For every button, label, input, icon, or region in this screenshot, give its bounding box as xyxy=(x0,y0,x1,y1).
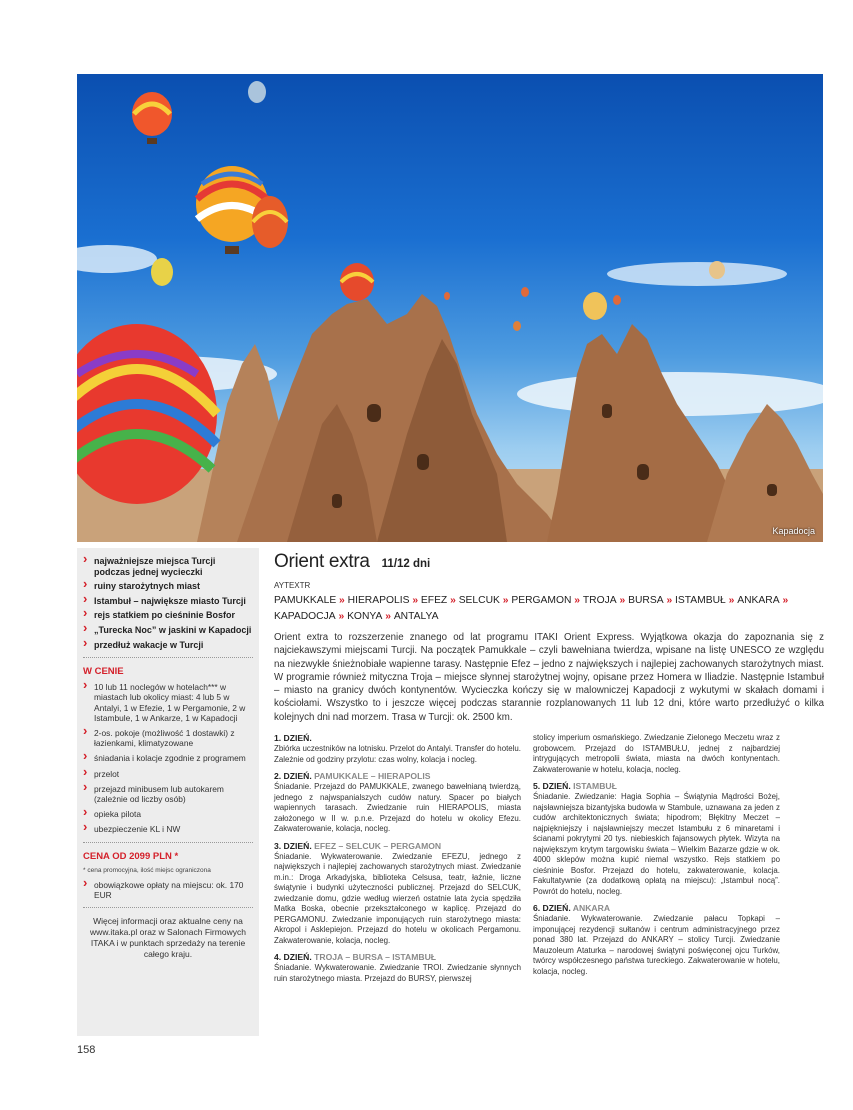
route-stop: ANTALYA xyxy=(393,610,439,622)
route-list xyxy=(274,593,824,624)
day-places: PAMUKKALE – HIERAPOLIS xyxy=(311,771,431,782)
page-title: Orient extra xyxy=(274,551,370,572)
route-separator: » xyxy=(335,610,348,622)
day-label: 6. DZIEŃ. xyxy=(533,903,571,914)
route-stop: PAMUKKALE xyxy=(274,595,337,606)
divider xyxy=(83,842,253,843)
itinerary-day xyxy=(274,841,521,947)
day-text: Śniadanie. Przejazd do PAMUKKALE, zwanego bawełnianą twierdzą, jednego z najwspanialszych cudów natury. Spacer po białych wapiennych tarasach. Zwiedzanie ruin HIERAPOLIS, miasta założonego w II w. p.n.e. Przejazd do hotelu w okolicy Efezu. Zakwaterowanie, kolacja, nocleg. xyxy=(274,782,521,834)
itinerary-column-left xyxy=(274,733,521,990)
route-stop: ANKARA xyxy=(737,595,780,606)
day-title xyxy=(533,781,780,792)
day-text: Śniadanie. Zwiedzanie: Hagia Sophia – Świątynia Mądrości Bożej, najsławniejsza bizantyjska budowla w Stambule, uznawana za jeden z cudów architektonicznych świata; hipodrom; Błękitny Meczet – najpiękniejszy i najsławniejszy meczet Istambułu z 6 minaretami i ścianami pokrytymi 20 tys. niebieskich fajansowych płytek. Wizyta na największym krytym targowisku świata – Wielkim Bazarze gdzie w ok. 4000 sklepów można kupić niemal wszystko. Rejs statkiem po cieśninie Bosfor. Przejazd do hotelu, zakwaterowanie, kolacja. Fakultatywnie (za dodatkową opłatą na miejscu): „Istambuł nocą”. Powrót do hotelu, nocleg. xyxy=(533,792,780,896)
day-text: Śniadanie. Wykwaterowanie. Zwiedzanie TROI. Zwiedzanie słynnych ruin starożytnego miasta. Przejazd do BURSY, pierwszej xyxy=(274,963,521,983)
price-includes-title: W CENIE xyxy=(83,666,124,678)
day-label: 1. DZIEŃ. xyxy=(274,733,312,744)
day-text: stolicy imperium osmańskiego. Zwiedzanie Zielonego Meczetu wraz z grobowcem. Przejazd do ISTAMBUŁU, jednej z najbardziej intrygujących metropolii świata, miasta na dwóch kontynentach. Zakwaterowanie w hotelu, kolacja, nocleg. xyxy=(533,733,780,774)
day-title xyxy=(274,841,521,852)
intro-paragraph: Orient extra to rozszerzenie znanego od lat programu ITAKI Orient Express. Wyjątkowa okazja do zapoznania się z najciekawszymi miejscami Turcji. Na początek Pamukkale – czyli bawełniana twierdza, wpisane na listę UNESCO ze względu na niezwykłe śnieżnobiałe wapienne tarasy. Następnie Efez – jedno z największych i najlepiej zachowanych starożytnych miast. W programie również mityczna Troja – miejsce słynnej starożytnej wojny, opisane przez Homera w Iliadzie. Następnie Istambuł – miasto na granicy dwóch kontynentów. Wycieczka kończy się w malowniczej Kapadocji z wykutymi w skałach domami i kościołami. Wszystko to i jeszcze więcej podczas starannie rozplanowanych 11 lub 12 dni, które warto przedłużyć o kilka kolejnych dni nad morzem. Trasa w Turcji: ok. 2500 km. xyxy=(274,632,824,723)
list-item: › ruiny starożytnych miast xyxy=(83,581,253,592)
tour-description xyxy=(274,551,824,990)
list-item: › opieka pilota xyxy=(83,809,253,819)
page-number: 158 xyxy=(77,1044,96,1056)
day-text: Zbiórka uczestników na lotnisku. Przelot do Antalyi. Transfer do hotelu. Zależnie od godziny przylotu: czas wolny, kolacja i nocleg. xyxy=(274,744,521,764)
day-places: TROJA – BURSA – ISTAMBUŁ xyxy=(311,952,437,963)
route-separator: » xyxy=(382,610,394,622)
route-separator: » xyxy=(571,595,583,606)
divider xyxy=(83,907,253,908)
day-places: ISTAMBUŁ xyxy=(570,781,617,792)
itinerary-column-right xyxy=(533,733,780,990)
list-item: › przejazd minibusem lub autokarem (zależnie od liczby osób) xyxy=(83,784,253,804)
list-item: › 2-os. pokoje (możliwość 1 dostawki) z łazienkami, klimatyzowane xyxy=(83,728,253,748)
itinerary-day xyxy=(533,733,780,775)
tour-code: AYTEXTR xyxy=(274,581,311,590)
price-title: CENA OD 2099 PLN * xyxy=(83,850,179,862)
route-stop: ISTAMBUŁ xyxy=(675,595,726,606)
hero-photo xyxy=(77,74,823,542)
day-title xyxy=(274,771,521,782)
day-label: 4. DZIEŃ. xyxy=(274,952,312,963)
day-label: 5. DZIEŃ. xyxy=(533,781,571,792)
list-item: › przedłuż wakacje w Turcji xyxy=(83,640,253,651)
route-stop: SELCUK xyxy=(458,595,500,606)
route-stop: BURSA xyxy=(628,595,664,606)
route-separator: » xyxy=(499,595,512,606)
price-note: * cena promocyjna, ilość miejsc ograniczona xyxy=(83,866,211,874)
highlights-list xyxy=(83,556,253,650)
list-item: › obowiązkowe opłaty na miejscu: ok. 170 EUR xyxy=(83,880,253,900)
route-separator: » xyxy=(725,595,738,606)
itinerary-day xyxy=(274,733,521,765)
title-row xyxy=(274,551,824,573)
photo-caption: Kapadocja xyxy=(772,526,815,536)
list-item: › „Turecka Noc” w jaskini w Kapadocji xyxy=(83,625,253,636)
route-separator: » xyxy=(663,595,676,606)
day-label: 2. DZIEŃ. xyxy=(274,771,312,782)
route-stop: KAPADOCJA xyxy=(274,610,336,622)
itinerary xyxy=(274,733,824,990)
list-item: › ubezpieczenie KL i NW xyxy=(83,824,253,834)
itinerary-day xyxy=(533,781,780,897)
route-separator: » xyxy=(336,595,348,606)
day-title xyxy=(533,903,780,914)
cappadocia-illustration xyxy=(77,74,823,542)
divider xyxy=(83,657,253,658)
list-item: › 10 lub 11 noclegów w hotelach*** w miastach lub okolicy miast: 4 lub 5 w Antalyi, 1 w Efezie, 1 w Pergamonie, 2 w Istambule, 1 w Ankarze, 1 w Kapadocji xyxy=(83,682,253,723)
route-separator: » xyxy=(779,595,789,606)
itinerary-day xyxy=(533,903,780,977)
list-item: › najważniejsze miejsca Turcji podczas jednej wycieczki xyxy=(83,556,253,577)
list-item: › rejs statkiem po cieśninie Bosfor xyxy=(83,610,253,621)
day-places: ANKARA xyxy=(570,903,611,914)
day-title xyxy=(274,733,521,744)
route-separator: » xyxy=(616,595,629,606)
more-info-text: Więcej informacji oraz aktualne ceny na www.itaka.pl oraz w Salonach Firmowych ITAKA i w punktach sprzedaży na terenie całego kraju. xyxy=(90,916,246,959)
itinerary-day xyxy=(274,771,521,835)
tour-duration: 11/12 dni xyxy=(381,558,431,570)
route-separator: » xyxy=(447,595,459,606)
route-stop: HIERAPOLIS xyxy=(347,595,410,606)
route-stop: KONYA xyxy=(347,610,383,622)
list-item: › śniadania i kolacje zgodnie z programem xyxy=(83,753,253,763)
day-title xyxy=(274,952,521,963)
day-text: Śniadanie. Wykwaterowanie. Zwiedzanie EFEZU, jednego z największych i najlepiej zachowanych starożytnych miast. Zwiedzanie m.in.: Droga Arkadyjska, biblioteka Celsusa, teatr, łaźnie, liczne świątynie i budynki użyteczności publicznej. Przejazd do SELCUK, zwiedzanie domu, gdzie według wierzeń ostatnie lata życia spędziła Matka Boska, obecnie przekształconego w kaplicę. Przejazd do PERGAMONU. Zwiedzanie imponujących ruin starożytnego miasta: Akropol i Asklepiejon. Przejazd do hotelu w okolicach Pergamonu. Zakwaterowanie, kolacja, nocleg. xyxy=(274,851,521,945)
itinerary-day xyxy=(274,952,521,984)
list-item: › Istambuł – największe miasto Turcji xyxy=(83,596,253,607)
day-places: EFEZ – SELCUK – PERGAMON xyxy=(311,840,442,851)
route-stop: PERGAMON xyxy=(511,595,572,606)
day-text: Śniadanie. Wykwaterowanie. Zwiedzanie pałacu Topkapi – imponującej rezydencji sułtanów i centrum administracyjnego przez ponad 380 lat. Przejazd do ANKARY – stolicy Turcji. Zwiedzanie Mauzoleum Ataturka – narodowej świątyni poświęconej ojcu Turków, twórcy współczesnego państwa tureckiego. Zakwaterowanie w hotelu, kolacja, nocleg. xyxy=(533,914,780,976)
sidebar xyxy=(77,548,259,1036)
included-list xyxy=(83,682,253,834)
day-label: 3. DZIEŃ. xyxy=(274,840,312,851)
extra-fees-list xyxy=(83,880,253,900)
route-stop: TROJA xyxy=(582,595,617,606)
route-stop: EFEZ xyxy=(420,595,448,606)
route-separator: » xyxy=(409,595,421,606)
list-item: › przelot xyxy=(83,769,253,779)
